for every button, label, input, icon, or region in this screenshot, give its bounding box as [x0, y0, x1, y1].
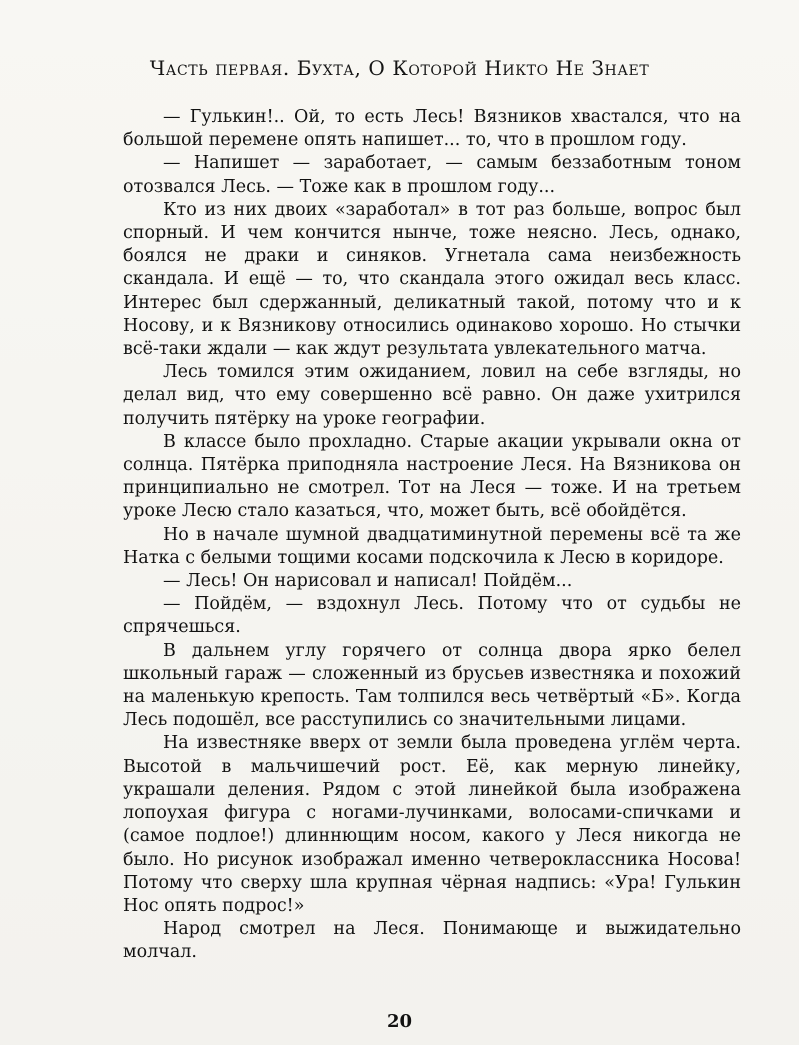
paragraph-7: — Лесь! Он нарисовал и написал! Пойдём... — [163, 571, 573, 592]
paragraph-4: Лесь томился этим ожиданием, ловил на себе взгляды, но делал вид, что ему совершенно всё равно. Он даже ухитрился получить пятёрку на уроке географии. — [123, 362, 741, 429]
paragraph-10: На известняке вверх от земли была проведена углём черта. Высотой в мальчишечий рост. Её, как мерную линейку, украшали деления. Рядом с этой линейкой была изображена лопоухая фигура с ногами-лучинками, волосами-спичками и (самое подлое!) длиннющим носом, какого у Леся никогда не было. Но рисунок изображал именно четвероклассника Носова! Потому что сверху шла крупная чёрная надпись: «Ура! Гулькин Нос опять подрос!» — [123, 733, 741, 916]
paragraph-8: — Пойдём, — вздохнул Лесь. Потому что от судьбы не спрячешься. — [123, 594, 741, 638]
paragraph-2: — Напишет — заработает, — самым беззаботным тоном отозвался Лесь. — Тоже как в прошлом году... — [123, 153, 741, 197]
paragraph-9: В дальнем углу горячего от солнца двора ярко белел школьный гараж — сложенный из брусьев известняка и похожий на маленькую крепость. Там толпился весь четвёртый «Б». Когда Лесь подошёл, все расступились со значительными лицами. — [123, 640, 741, 731]
paragraph-1: — Гулькин!.. Ой, то есть Лесь! Вязников хвастался, что на большой перемене опять напишет... то, что в прошлом году. — [123, 107, 741, 151]
paragraph-11: Народ смотрел на Леся. Понимающе и выжидательно молчал. — [123, 919, 741, 963]
paragraph-6: Но в начале шумной двадцатиминутной перемены всё та же Натка с белыми тощими косами подскочила к Лесю в коридоре. — [123, 524, 741, 568]
running-head: Часть первая. Бухта, О Которой Никто Не Знает — [149, 56, 650, 80]
paragraph-5: В классе было прохладно. Старые акации укрывали окна от солнца. Пятёрка приподняла настроение Леся. На Вязникова он принципиально не смотрел. Тот на Леся — тоже. И на третьем уроке Лесю стало казаться, что, может быть, всё обойдётся. — [123, 431, 741, 522]
paragraph-3: Кто из них двоих «заработал» в тот раз больше, вопрос был спорный. И чем кончится нынче, тоже неясно. Лесь, однако, боялся не драки и синяков. Угнетала сама неизбежность скандала. И ещё — то, что скандала этого ожидал весь класс. Интерес был сдержанный, деликатный такой, потому что и к Носову, и к Вязникову относились одинаково хорошо. Но стычки всё-таки ждали — как ждут результата увлекательного матча. — [123, 199, 741, 360]
body-text — [123, 106, 741, 965]
page-number: 20 — [386, 1011, 413, 1032]
